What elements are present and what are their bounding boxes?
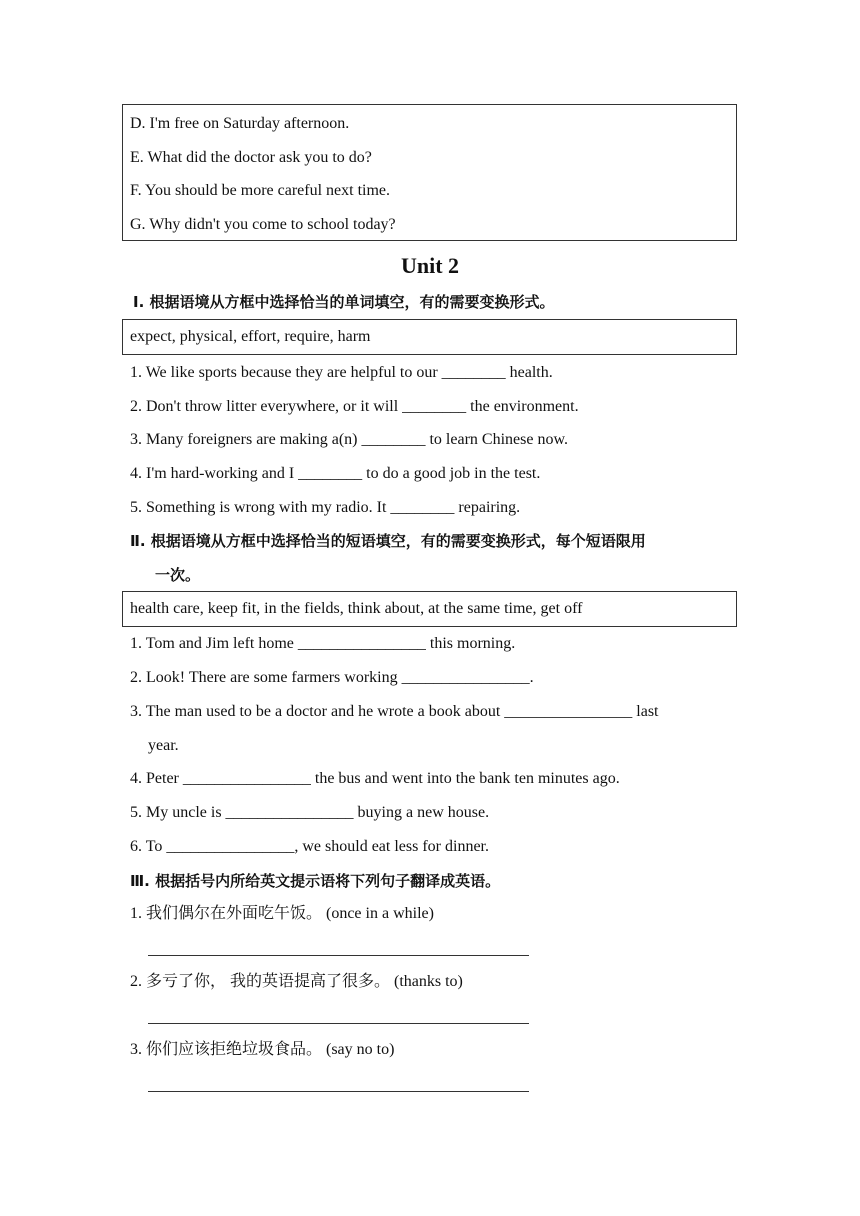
section2-heading-line1: Ⅱ. 根据语境从方框中选择恰当的短语填空，有的需要变换形式，每个短语限用 bbox=[130, 532, 646, 550]
s2-item-6: 6. To ________________, we should eat less for dinner. bbox=[130, 838, 489, 855]
s1-item-3: 3. Many foreigners are making a(n) ________ to learn Chinese now. bbox=[130, 431, 568, 448]
s2-item-3: 3. The man used to be a doctor and he wrote a book about ________________ last bbox=[130, 703, 659, 720]
phrase-box-text: health care, keep fit, in the fields, think about, at the same time, get off bbox=[130, 600, 583, 617]
section1-heading: Ⅰ. 根据语境从方框中选择恰当的单词填空，有的需要变换形式。 bbox=[133, 293, 555, 311]
s2-item-1: 1. Tom and Jim left home ________________ this morning. bbox=[130, 635, 516, 652]
answer-line-1 bbox=[148, 955, 529, 956]
option-d: D. I'm free on Saturday afternoon. bbox=[130, 115, 350, 132]
answer-line-3 bbox=[148, 1091, 529, 1092]
s2-item-4: 4. Peter ________________ the bus and went into the bank ten minutes ago. bbox=[130, 770, 620, 787]
s1-item-4: 4. I'm hard-working and I ________ to do a good job in the test. bbox=[130, 465, 541, 482]
unit-title: Unit 2 bbox=[400, 253, 460, 278]
answer-line-2 bbox=[148, 1023, 529, 1024]
option-f: F. You should be more careful next time. bbox=[130, 182, 391, 199]
option-g: G. Why didn't you come to school today? bbox=[130, 216, 396, 233]
s1-item-1: 1. We like sports because they are helpful to our ________ health. bbox=[130, 364, 553, 381]
s2-item-5: 5. My uncle is ________________ buying a new house. bbox=[130, 804, 490, 821]
s3-item-1: 1. 我们偶尔在外面吃午饭。 (once in a while) bbox=[130, 905, 434, 922]
s3-item-3: 3. 你们应该拒绝垃圾食品。 (say no to) bbox=[130, 1041, 395, 1058]
word-box-text: expect, physical, effort, require, harm bbox=[130, 328, 371, 345]
s3-item-2: 2. 多亏了你， 我的英语提高了很多。 (thanks to) bbox=[130, 973, 463, 990]
option-e: E. What did the doctor ask you to do? bbox=[130, 149, 372, 166]
section2-heading-line2: 一次。 bbox=[155, 566, 201, 584]
section3-heading: Ⅲ. 根据括号内所给英文提示语将下列句子翻译成英语。 bbox=[130, 872, 501, 890]
phrase-box bbox=[122, 591, 737, 627]
s2-item-2: 2. Look! There are some farmers working ________________. bbox=[130, 669, 534, 686]
s1-item-2: 2. Don't throw litter everywhere, or it will ________ the environment. bbox=[130, 398, 579, 415]
word-box bbox=[122, 319, 737, 355]
options-box bbox=[122, 104, 737, 241]
s1-item-5: 5. Something is wrong with my radio. It ________ repairing. bbox=[130, 499, 521, 516]
s2-item-3-cont: year. bbox=[148, 737, 179, 754]
